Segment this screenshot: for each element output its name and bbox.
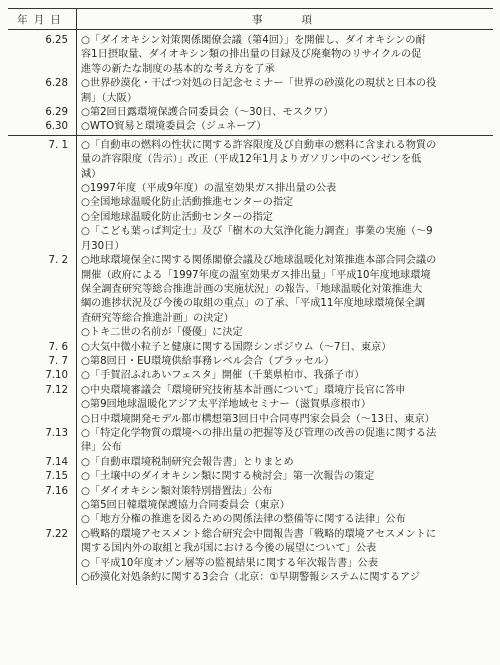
row-event [77,135,494,254]
row-event [77,528,494,586]
row-event-text: ○「手賀沼ふれあいフェスタ」開催（千葉県柏市、我孫子市） [81,370,365,382]
table-row [8,77,493,106]
row-event [77,77,494,106]
event-column-header: 事 項 [77,9,494,30]
row-event-text: ○「自動車環境税制研究会報告書」とりまとめ [81,456,294,468]
row-date: 6.29 [8,106,77,120]
row-event-text: ○大気中微小粒子と健康に関する国際シンポジウム（～7日、東京） [81,341,392,353]
row-event [77,485,494,528]
row-date: 7. 7 [8,355,77,369]
row-date: 7.22 [8,528,77,586]
row-event [77,456,494,470]
row-event-text: ○「特定化学物質の環境への排出量の把握等及び管理の改善の促進に関する法 律」公布 [81,427,437,454]
row-event-text: ○「ダイオキシン対策関係閣僚会議（第4回）」を開催し、ダイオキシンの耐 容1日摂取量、ダイオキシン類の排出量の目録及び廃棄物のリサイクルの促 進等の新たな制度の基本的な考え方を了承 [81,35,426,75]
table-row [8,254,493,340]
row-event-text: ○戦略的環境アセスメント総合研究会中間報告書「戦略的環境アセスメントに 関する国内外の取組と我が国における今後の展望について」公表 ○「平成10年度オゾン層等の監視結果に関する年次報告書」公表 ○砂漠化対処条約に関する3会合（北京：①早期警報システムに関するアジ [81,528,437,584]
row-date: 6.30 [8,120,77,135]
table-row [8,485,493,528]
row-date: 7.14 [8,456,77,470]
row-event [77,30,494,78]
table-row [8,106,493,120]
table-header-row [8,9,493,30]
row-event-text: ○「土壌中のダイオキシン類に関する検討会」第一次報告の策定 [81,471,375,483]
table-row [8,30,493,78]
row-event [77,470,494,484]
row-event [77,355,494,369]
row-event [77,106,494,120]
row-date: 7. 1 [8,135,77,254]
chronology-table [8,8,493,585]
row-date: 6.25 [8,30,77,78]
row-event-text: ○世界砂漠化・干ばつ対処の日記念セミナー「世界の砂漠化の現状と日本の役 割」（大阪） [81,78,437,104]
row-event [77,120,494,135]
row-event-text: ○地球環境保全に関する関係閣僚会議及び地球温暖化対策推進本部合同会議の 開催（政府による「1997年度の温室効果ガス排出量」「平成10年度地球環境 保全調査研究等総合推進計画の実施状況」の報告、「地球温暖化対策推進大 綱の進捗状況及び今後の取組の重点」の了承、「平成11年度地球環境保全調 査研究等総合推進計画」の決定） ○トキ二世の名前が「優優」に決定 [81,255,437,339]
row-event-text: ○第8回日・EU環境供給事務レベル会合（ブラッセル） [81,355,335,367]
table-row [8,120,493,135]
row-date: 7.13 [8,427,77,456]
table-row [8,384,493,427]
row-event-text: ○「自動車の燃料の性状に関する許容限度及び自動車の燃料に含まれる物質の 量の許容限度（告示）」改正（平成12年1月よりガソリン中のベンゼンを低 減） ○1997年度（平成9年度）の温室効果ガス排出量の公表 ○全国地球温暖化防止活動推進センターの指定 ○全国地球温暖化防止活動センターの指定 ○「こども葉っぱ判定士」及び「樹木の大気浄化能力調査」事業の実施（～9 月30日） [81,139,437,252]
table-row [8,427,493,456]
row-event [77,369,494,383]
row-event [77,427,494,456]
date-column-header: 年月日 [8,9,77,30]
row-date: 7.10 [8,369,77,383]
row-event-text: ○「ダイオキシン類対策特別措置法」公布 ○第5回日韓環境保護協力合同委員会（東京） ○「地方分権の推進を図るための関係法律の整備等に関する法律」公布 [81,485,406,526]
table-row [8,456,493,470]
row-event [77,341,494,355]
table-row [8,470,493,484]
table-row [8,369,493,383]
row-date: 7.16 [8,485,77,528]
row-event [77,254,494,340]
row-event-text: ○中央環境審議会「環境研究技術基本計画について」環境庁長官に答申 ○第9回地球温暖化アジア太平洋地域セミナー（滋賀県彦根市） ○日中環境開発モデル都市構想第3回日中合同専門家会員会（～13日、東京） [81,384,435,425]
row-date: 7.15 [8,470,77,484]
table-row [8,341,493,355]
table-row [8,528,493,586]
table-row [8,135,493,254]
row-event-text: ○WTO貿易と環境委員会（ジュネーブ） [81,121,267,133]
row-date: 7. 6 [8,341,77,355]
row-date: 7.12 [8,384,77,427]
row-event [77,384,494,427]
row-date: 7. 2 [8,254,77,340]
row-date: 6.28 [8,77,77,106]
table-row [8,355,493,369]
row-event-text: ○第2回日露環境保護合同委員会（～30日、モスクワ） [81,107,334,119]
